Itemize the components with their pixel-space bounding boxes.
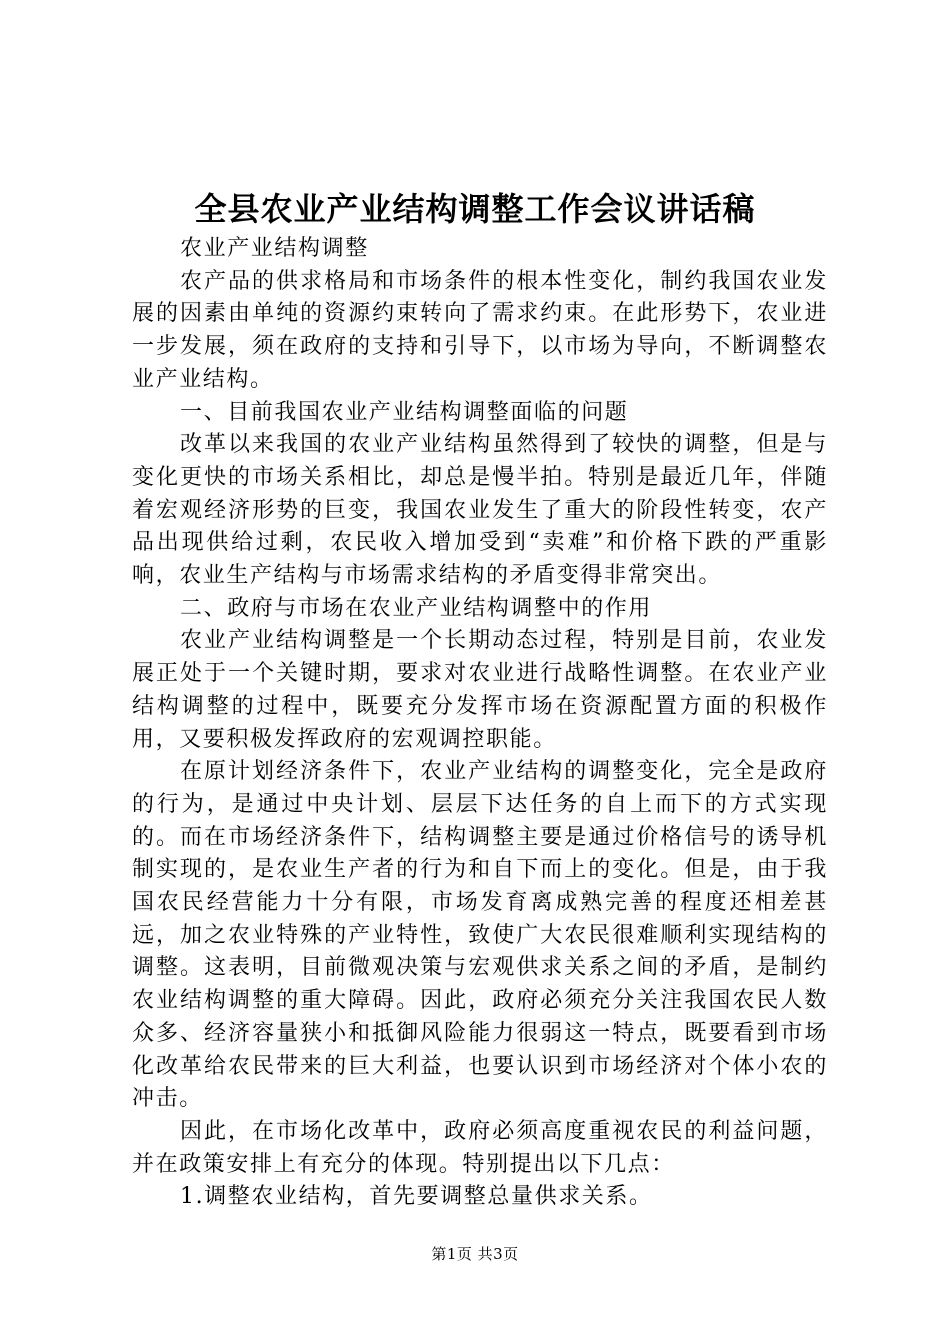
paragraph: 因此，在市场化改革中，政府必须高度重视农民的利益问题，并在政策安排上有充分的体现。特别提出以下几点： bbox=[132, 1118, 828, 1177]
list-item-1: 1.调整农业结构，首先要调整总量供求关系。 bbox=[180, 1184, 653, 1210]
document-body bbox=[132, 233, 828, 1214]
section-heading-1: 一、目前我国农业产业结构调整面临的问题 bbox=[180, 399, 629, 425]
page-number-footer: 第1页 共3页 bbox=[431, 1245, 519, 1263]
document-title: 全县农业产业结构调整工作会议讲话稿 bbox=[194, 190, 756, 228]
section-heading-intro: 农业产业结构调整 bbox=[180, 236, 369, 261]
paragraph: 改革以来我国的农业产业结构虽然得到了较快的调整，但是与变化更快的市场关系相比，却总是慢半拍。特别是最近几年，伴随着宏观经济形势的巨变，我国农业发生了重大的阶段性转变，农产品出现供给过剩，农民收入增加受到“卖难”和价格下跌的严重影响，农业生产结构与市场需求结构的矛盾变得非常突出。 bbox=[132, 432, 828, 589]
section-heading-2: 二、政府与市场在农业产业结构调整中的作用 bbox=[180, 595, 653, 621]
paragraph: 在原计划经济条件下，农业产业结构的调整变化，完全是政府的行为，是通过中央计划、层层下达任务的自上而下的方式实现的。而在市场经济条件下，结构调整主要是通过价格信号的诱导机制实现的，是农业生产者的行为和自下而上的变化。但是，由于我国农民经营能力十分有限，市场发育离成熟完善的程度还相差甚远，加之农业特殊的产业特性，致使广大农民很难顺利实现结构的调整。这表明，目前微观决策与宏观供求关系之间的矛盾，是制约农业结构调整的重大障碍。因此，政府必须充分关注我国农民人数众多、经济容量狭小和抵御风险能力很弱这一特点，既要看到市场化改革给农民带来的巨大利益，也要认识到市场经济对个体小农的冲击。 bbox=[132, 759, 828, 1112]
paragraph: 农产品的供求格局和市场条件的根本性变化，制约我国农业发展的因素由单纯的资源约束转向了需求约束。在此形势下，农业进一步发展，须在政府的支持和引导下，以市场为导向，不断调整农业产业结构。 bbox=[132, 268, 828, 392]
paragraph: 农业产业结构调整是一个长期动态过程，特别是目前，农业发展正处于一个关键时期，要求对农业进行战略性调整。在农业产业结构调整的过程中，既要充分发挥市场在资源配置方面的积极作用，又要积极发挥政府的宏观调控职能。 bbox=[132, 628, 828, 752]
